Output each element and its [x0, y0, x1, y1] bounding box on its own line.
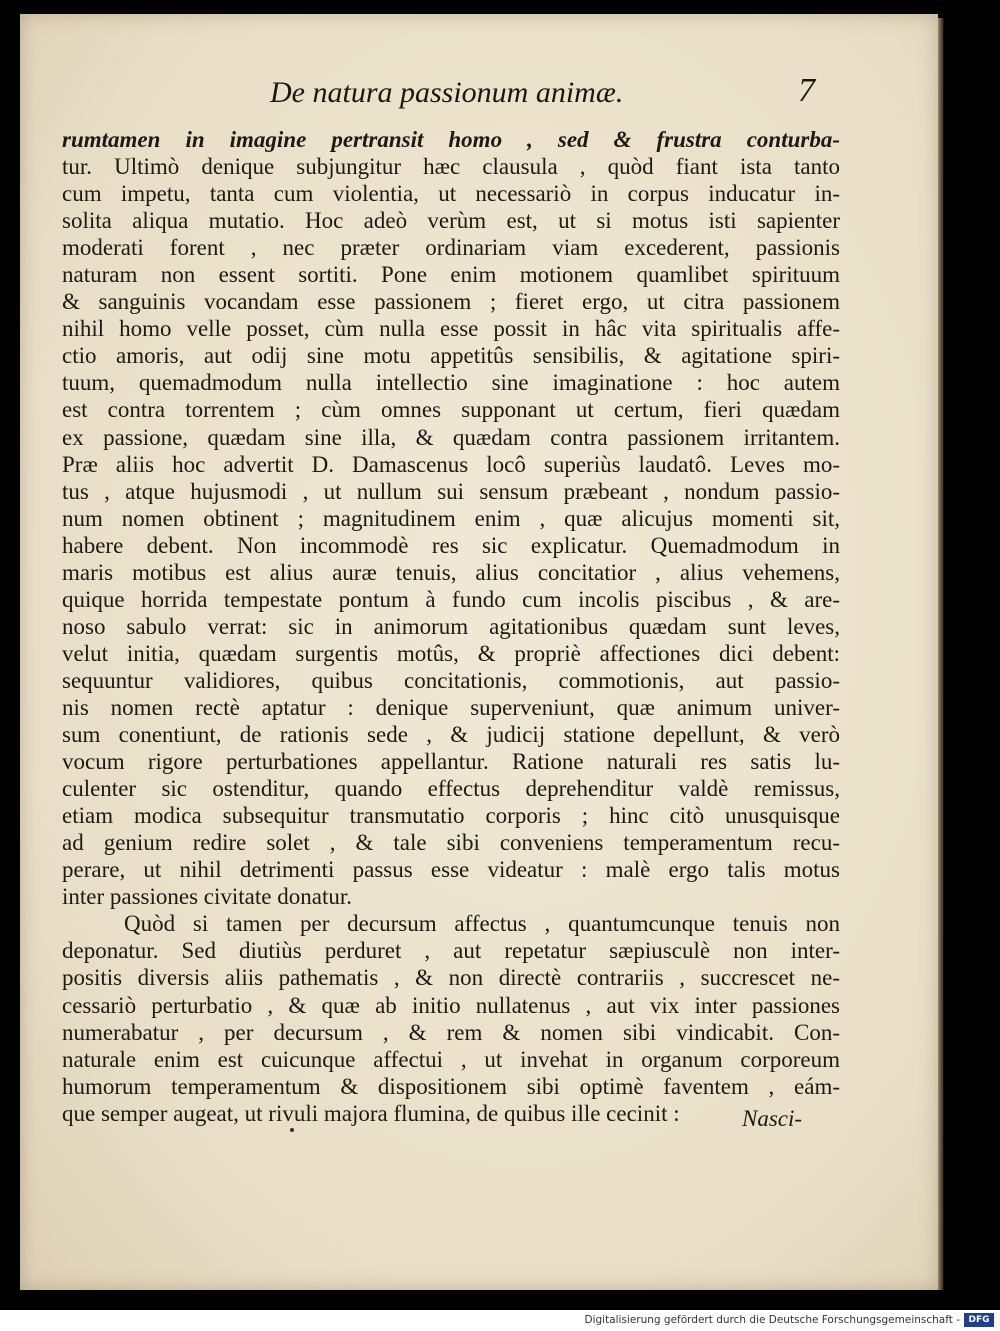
text-line: velut initia, quædam surgentis motûs, & propriè affectiones dici debent: [62, 640, 840, 666]
text-line: inter passiones civitate donatur. [62, 884, 352, 910]
text-line: tuum, quemadmodum nulla intellectio sine imaginatione : hoc autem [62, 370, 840, 396]
text-line: deponatur. Sed diutiùs perduret , aut repetatur sæpiusculè non inter- [62, 938, 840, 964]
body-text [62, 126, 840, 1127]
text-line: sequuntur validiores, quibus concitationis, commotionis, aut passio- [62, 667, 840, 693]
text-line: habere debent. Non incommodè res sic explicatur. Quemadmodum in [62, 532, 840, 558]
running-head: De natura passionum animæ. [270, 76, 624, 109]
text-line: ad genium redire solet , & tale sibi conveniens temperamentum recu- [62, 830, 840, 856]
page-edge [938, 18, 944, 1290]
ink-dot [290, 1128, 294, 1132]
text-line: moderati forent , nec præter ordinariam viam excederent, passionis [62, 235, 840, 261]
text-line: Quòd si tamen per decursum affectus , quantumcunque tenuis non [124, 911, 840, 937]
text-line: numerabatur , per decursum , & rem & nomen sibi vindicabit. Con- [62, 1019, 840, 1045]
text-line: ex passione, quædam sine illa, & quædam contra passionem irritantem. [62, 424, 840, 450]
text-line: culenter sic ostenditur, quando effectus deprehenditur valdè remissus, [62, 776, 840, 802]
text-line: vocum rigore perturbationes appellantur. Ratione naturali res satis lu- [62, 749, 840, 775]
text-line: tur. Ultimò denique subjungitur hæc clausula , quòd fiant ista tanto [62, 154, 840, 180]
text-line: cum impetu, tanta cum violentia, ut necessariò in corpus inducatur in- [62, 181, 840, 207]
text-line: ctio amoris, aut odij sine motu appetitûs sensibilis, & agitatione spiri- [62, 343, 840, 369]
catchword: Nasci- [742, 1106, 803, 1131]
text-line: naturam non essent sortiti. Pone enim motionem quamlibet spirituum [62, 262, 840, 288]
page-number: 7 [798, 72, 815, 109]
page-header [270, 72, 830, 120]
text-line: nihil homo velle posset, cùm nulla esse possit in hâc vita spiritualis affe- [62, 316, 840, 342]
footer-bar [0, 1310, 1000, 1331]
text-line: rumtamen in imagine pertransit homo , sed & frustra conturba- [62, 127, 840, 152]
text-line: tus , atque hujusmodi , ut nullum sui sensum præbeant , nondum passio- [62, 478, 840, 504]
footer-credit: Digitalisierung gefördert durch die Deutsche Forschungsgemeinschaft - [584, 1314, 960, 1326]
text-line: perare, ut nihil detrimenti passus esse videatur : malè ergo talis motus [62, 857, 840, 883]
text-line: noso sabulo verrat: sic in animorum agitationibus quædam sunt leves, [62, 613, 840, 639]
text-line: cessariò perturbatio , & quæ ab initio nullatenus , aut vix inter passiones [62, 992, 840, 1018]
text-line: est contra torrentem ; cùm omnes supponant ut certum, fieri quædam [62, 397, 840, 423]
text-line: sum conentiunt, de rationis sede , & judicij statione depellunt, & verò [62, 722, 840, 748]
text-line: naturale enim est cuicunque affectui , ut invehat in organum corporeum [62, 1046, 840, 1072]
text-line: nis nomen rectè aptatur : denique superveniunt, quæ animum univer- [62, 694, 840, 720]
text-line: solita aliqua mutatio. Hoc adeò verùm est, ut si motus isti sapienter [62, 208, 840, 234]
text-line: num nomen obtinent ; magnitudinem enim , quæ alicujus momenti sit, [62, 505, 840, 531]
text-line: positis diversis aliis pathematis , & non directè contrariis , succrescet ne- [62, 965, 840, 991]
text-line: maris motibus est alius auræ tenuis, alius concitatior , alius vehemens, [62, 559, 840, 585]
text-line: & sanguinis vocandam esse passionem ; fieret ergo, ut citra passionem [62, 289, 840, 315]
text-line: humorum temperamentum & dispositionem sibi optimè faventem , eám- [62, 1073, 840, 1099]
text-line: etiam modica subsequitur transmutatio corporis ; hinc citò unusquisque [62, 803, 840, 829]
text-line: que semper augeat, ut rivuli majora flumina, de quibus ille cecinit : [62, 1100, 680, 1126]
text-line: quique horrida tempestate pontum à fundo cum incolis piscibus , & are- [62, 586, 840, 612]
text-line: Præ aliis hoc advertit D. Damascenus locô superiùs laudatô. Leves mo- [62, 451, 840, 477]
dfg-logo: DFG [964, 1313, 994, 1327]
